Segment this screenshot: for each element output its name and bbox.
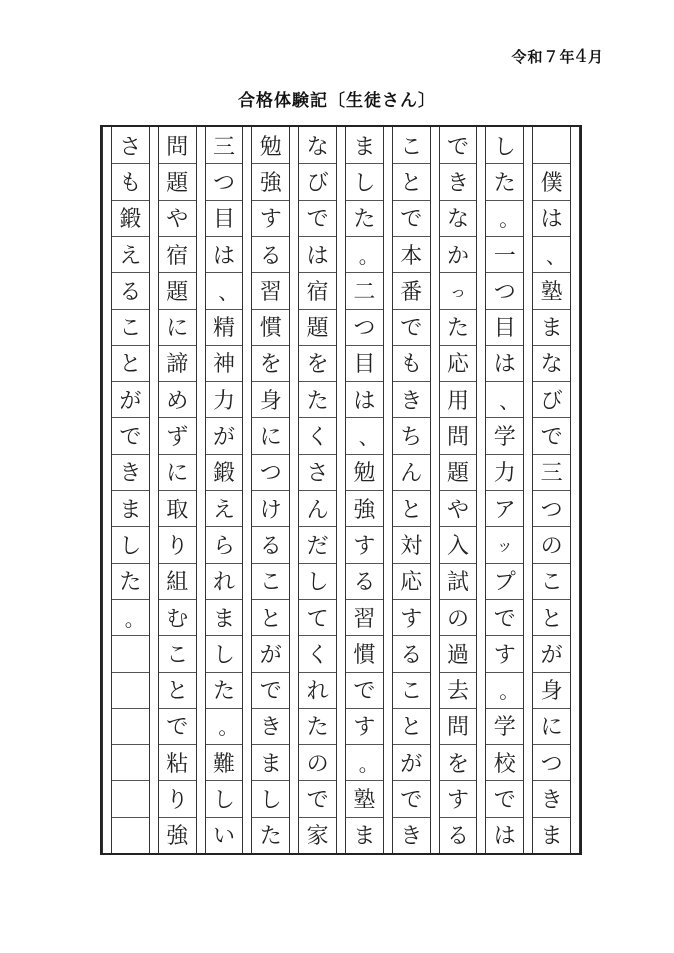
manuscript-character: 塾 — [540, 279, 563, 305]
manuscript-character: と — [400, 170, 423, 196]
manuscript-character: 学 — [493, 715, 516, 741]
manuscript-character: 。 — [499, 207, 520, 232]
manuscript-character: 勉 — [353, 461, 376, 487]
manuscript-character: な — [446, 207, 469, 233]
manuscript-character: 諦 — [166, 352, 189, 378]
manuscript-character: 、 — [218, 279, 239, 304]
manuscript-character: に — [540, 715, 563, 741]
cell-divider — [112, 635, 149, 636]
manuscript-character: 三 — [540, 461, 563, 487]
manuscript-character: は — [353, 388, 376, 414]
manuscript-character: 慣 — [353, 642, 376, 668]
manuscript-character: 題 — [166, 279, 189, 305]
manuscript-character: 勉 — [259, 134, 282, 160]
manuscript-character: 題 — [306, 316, 329, 342]
manuscript-character: 神 — [212, 352, 235, 378]
manuscript-character: で — [259, 679, 282, 705]
cell-divider — [112, 780, 149, 781]
manuscript-character: 目 — [212, 207, 235, 233]
page-title: 合格体験記〔生徒さん〕 — [238, 91, 436, 111]
manuscript-character: す — [400, 606, 423, 632]
manuscript-character: た — [119, 570, 142, 596]
manuscript-character: 目 — [353, 352, 376, 378]
manuscript-character: 難 — [212, 751, 235, 777]
manuscript-character: つ — [540, 497, 563, 523]
manuscript-character: 対 — [400, 533, 423, 559]
manuscript-character: 校 — [493, 751, 516, 777]
manuscript-character: も — [400, 352, 423, 378]
manuscript-character: 用 — [446, 388, 469, 414]
manuscript-character: り — [166, 788, 189, 814]
grid-gutter — [289, 127, 299, 853]
cell-divider — [112, 817, 149, 818]
manuscript-character: 組 — [166, 570, 189, 596]
manuscript-character: が — [540, 642, 563, 668]
manuscript-character: 。 — [218, 715, 239, 740]
manuscript-character: は — [493, 352, 516, 378]
manuscript-character: 三 — [212, 134, 235, 160]
manuscript-character: を — [259, 352, 282, 378]
manuscript-column — [486, 127, 523, 853]
manuscript-character: し — [306, 570, 329, 596]
manuscript-character: 目 — [493, 316, 516, 342]
manuscript-character: え — [212, 497, 235, 523]
manuscript-character: 強 — [166, 824, 189, 850]
manuscript-character: 習 — [259, 279, 282, 305]
manuscript-character: 家 — [306, 824, 329, 850]
manuscript-character: は — [212, 243, 235, 269]
manuscript-character: れ — [212, 570, 235, 596]
manuscript-character: て — [306, 606, 329, 632]
grid-gutter — [476, 127, 486, 853]
manuscript-character: 鍛 — [212, 461, 235, 487]
manuscript-character: ん — [400, 461, 423, 487]
manuscript-character: た — [212, 679, 235, 705]
manuscript-character: ま — [119, 497, 142, 523]
manuscript-character: け — [259, 497, 282, 523]
manuscript-column — [533, 127, 570, 853]
cell-divider — [112, 708, 149, 709]
manuscript-character: き — [400, 824, 423, 850]
manuscript-character: れ — [306, 679, 329, 705]
manuscript-character: き — [119, 461, 142, 487]
grid-gutter — [430, 127, 440, 853]
manuscript-character: ア — [493, 497, 516, 523]
manuscript-character: 、 — [499, 388, 520, 413]
manuscript-character: に — [166, 316, 189, 342]
manuscript-character: し — [212, 788, 235, 814]
grid-gutter — [242, 127, 252, 853]
manuscript-column — [252, 127, 289, 853]
grid-gutter — [570, 127, 580, 853]
manuscript-character: で — [400, 207, 423, 233]
manuscript-character: 試 — [446, 570, 469, 596]
manuscript-character: ん — [306, 497, 329, 523]
manuscript-character: 強 — [353, 497, 376, 523]
manuscript-character: 入 — [446, 533, 469, 559]
manuscript-character: こ — [119, 316, 142, 342]
manuscript-character: か — [446, 243, 469, 269]
manuscript-character: や — [446, 497, 469, 523]
manuscript-character: を — [446, 751, 469, 777]
manuscript-character: は — [540, 207, 563, 233]
cell-divider — [112, 672, 149, 673]
manuscript-character: ま — [259, 751, 282, 777]
manuscript-character: ま — [540, 824, 563, 850]
manuscript-character: し — [259, 788, 282, 814]
manuscript-character: す — [493, 642, 516, 668]
manuscript-character: 本 — [400, 243, 423, 269]
manuscript-character: 取 — [166, 497, 189, 523]
manuscript-character: び — [540, 388, 563, 414]
manuscript-character: こ — [400, 134, 423, 160]
grid-gutter — [102, 127, 112, 853]
manuscript-character: で — [306, 788, 329, 814]
date-prefix: 令和７年 — [511, 48, 576, 66]
manuscript-column — [112, 127, 149, 853]
manuscript-character: ず — [166, 425, 189, 451]
manuscript-character: く — [306, 425, 329, 451]
manuscript-character: る — [259, 533, 282, 559]
manuscript-character: の — [446, 606, 469, 632]
grid-gutter — [149, 127, 159, 853]
date-month: 4 — [575, 46, 588, 67]
manuscript-character: と — [259, 606, 282, 632]
manuscript-character: び — [306, 170, 329, 196]
manuscript-character: が — [400, 751, 423, 777]
manuscript-character: 宿 — [166, 243, 189, 269]
manuscript-character: の — [540, 533, 563, 559]
manuscript-character: 過 — [446, 642, 469, 668]
manuscript-column — [206, 127, 243, 853]
manuscript-character: す — [259, 207, 282, 233]
manuscript-column — [346, 127, 383, 853]
manuscript-character: の — [306, 751, 329, 777]
manuscript-character: る — [446, 824, 469, 850]
manuscript-character: つ — [212, 170, 235, 196]
manuscript-character: 身 — [259, 388, 282, 414]
manuscript-character: し — [353, 170, 376, 196]
manuscript-character: な — [306, 134, 329, 160]
manuscript-character: 学 — [493, 425, 516, 451]
manuscript-character: が — [212, 425, 235, 451]
manuscript-character: と — [540, 606, 563, 632]
manuscript-character: 。 — [358, 751, 379, 776]
manuscript-character: さ — [306, 461, 329, 487]
manuscript-character: 力 — [493, 461, 516, 487]
manuscript-character: ら — [212, 533, 235, 559]
manuscript-character: が — [259, 642, 282, 668]
manuscript-character: い — [212, 824, 235, 850]
manuscript-character: つ — [540, 751, 563, 777]
manuscript-character: 僕 — [540, 170, 563, 196]
manuscript-character: 身 — [540, 679, 563, 705]
manuscript-character: で — [540, 425, 563, 451]
manuscript-character: た — [353, 207, 376, 233]
manuscript-character — [533, 127, 570, 163]
manuscript-character: と — [119, 352, 142, 378]
manuscript-character: 問 — [446, 425, 469, 451]
manuscript-character: す — [353, 715, 376, 741]
manuscript-character: つ — [259, 461, 282, 487]
manuscript-column — [440, 127, 477, 853]
manuscript-character: る — [353, 570, 376, 596]
manuscript-character: な — [540, 352, 563, 378]
manuscript-character: 宿 — [306, 279, 329, 305]
cell-divider — [112, 744, 149, 745]
manuscript-character: り — [166, 533, 189, 559]
manuscript-character: ま — [212, 606, 235, 632]
manuscript-character: 。 — [358, 243, 379, 268]
manuscript-character: 慣 — [259, 316, 282, 342]
manuscript-character: さ — [119, 134, 142, 160]
manuscript-character: 粘 — [166, 751, 189, 777]
manuscript-character: た — [259, 824, 282, 850]
manuscript-character: こ — [259, 570, 282, 596]
grid-gutter — [336, 127, 346, 853]
manuscript-character: ま — [353, 824, 376, 850]
manuscript-character: で — [446, 134, 469, 160]
manuscript-character: る — [259, 243, 282, 269]
manuscript-character: た — [493, 170, 516, 196]
manuscript-character: き — [540, 788, 563, 814]
manuscript-character: と — [400, 497, 423, 523]
manuscript-character: こ — [166, 642, 189, 668]
manuscript-character: た — [446, 316, 469, 342]
manuscript-character: え — [119, 243, 142, 269]
manuscript-character: 塾 — [353, 788, 376, 814]
manuscript-character: こ — [400, 679, 423, 705]
manuscript-character: 題 — [446, 461, 469, 487]
manuscript-character: 応 — [400, 570, 423, 596]
manuscript-character: は — [306, 243, 329, 269]
manuscript-character: プ — [493, 570, 516, 596]
manuscript-character: に — [259, 425, 282, 451]
manuscript-character: ち — [400, 425, 423, 451]
manuscript-character: き — [446, 170, 469, 196]
manuscript-character: き — [400, 388, 423, 414]
manuscript-character: き — [259, 715, 282, 741]
manuscript-character: ま — [353, 134, 376, 160]
manuscript-character: つ — [353, 316, 376, 342]
manuscript-character: ッ — [496, 535, 513, 555]
manuscript-character: で — [400, 316, 423, 342]
manuscript-character: 番 — [400, 279, 423, 305]
manuscript-character: で — [306, 207, 329, 233]
manuscript-character: 去 — [446, 679, 469, 705]
manuscript-character: る — [119, 279, 142, 305]
manuscript-sheet — [100, 125, 582, 855]
manuscript-character: た — [306, 715, 329, 741]
manuscript-character: 。 — [124, 606, 145, 631]
manuscript-character: は — [493, 824, 516, 850]
manuscript-character: と — [400, 715, 423, 741]
manuscript-character: め — [166, 388, 189, 414]
manuscript-character: 習 — [353, 606, 376, 632]
manuscript-character: 二 — [353, 279, 376, 305]
manuscript-character: で — [119, 425, 142, 451]
manuscript-column — [393, 127, 430, 853]
manuscript-character: る — [400, 642, 423, 668]
manuscript-character: と — [166, 679, 189, 705]
manuscript-character: で — [166, 715, 189, 741]
manuscript-character: 鍛 — [119, 207, 142, 233]
manuscript-character: を — [306, 352, 329, 378]
manuscript-character: で — [493, 788, 516, 814]
date-suffix: 月 — [587, 48, 604, 66]
manuscript-character: 強 — [259, 170, 282, 196]
manuscript-character: 、 — [358, 425, 379, 450]
manuscript-character: 題 — [166, 170, 189, 196]
manuscript-character: し — [493, 134, 516, 160]
manuscript-character: む — [166, 606, 189, 632]
grid-gutter — [523, 127, 533, 853]
manuscript-character: す — [446, 788, 469, 814]
manuscript-character: 力 — [212, 388, 235, 414]
manuscript-character: だ — [306, 533, 329, 559]
manuscript-character: も — [119, 170, 142, 196]
manuscript-character: 精 — [212, 316, 235, 342]
manuscript-character: 一 — [493, 243, 516, 269]
manuscript-character: 問 — [166, 134, 189, 160]
manuscript-character: に — [166, 461, 189, 487]
manuscript-character: す — [353, 533, 376, 559]
manuscript-character: 。 — [499, 679, 520, 704]
manuscript-character: で — [353, 679, 376, 705]
grid-gutter — [383, 127, 393, 853]
manuscript-character: 、 — [545, 243, 566, 268]
manuscript-character: た — [306, 388, 329, 414]
manuscript-character: っ — [449, 281, 466, 301]
manuscript-character: し — [212, 642, 235, 668]
manuscript-character: し — [119, 533, 142, 559]
manuscript-character: ま — [540, 316, 563, 342]
manuscript-character: 応 — [446, 352, 469, 378]
manuscript-character: こ — [540, 570, 563, 596]
manuscript-character: で — [493, 606, 516, 632]
grid-gutter — [196, 127, 206, 853]
manuscript-character: で — [400, 788, 423, 814]
manuscript-character: つ — [493, 279, 516, 305]
manuscript-column — [299, 127, 336, 853]
manuscript-column — [159, 127, 196, 853]
manuscript-character: や — [166, 207, 189, 233]
manuscript-character: く — [306, 642, 329, 668]
manuscript-character: 問 — [446, 715, 469, 741]
essay-date — [512, 46, 604, 67]
manuscript-character: が — [119, 388, 142, 414]
